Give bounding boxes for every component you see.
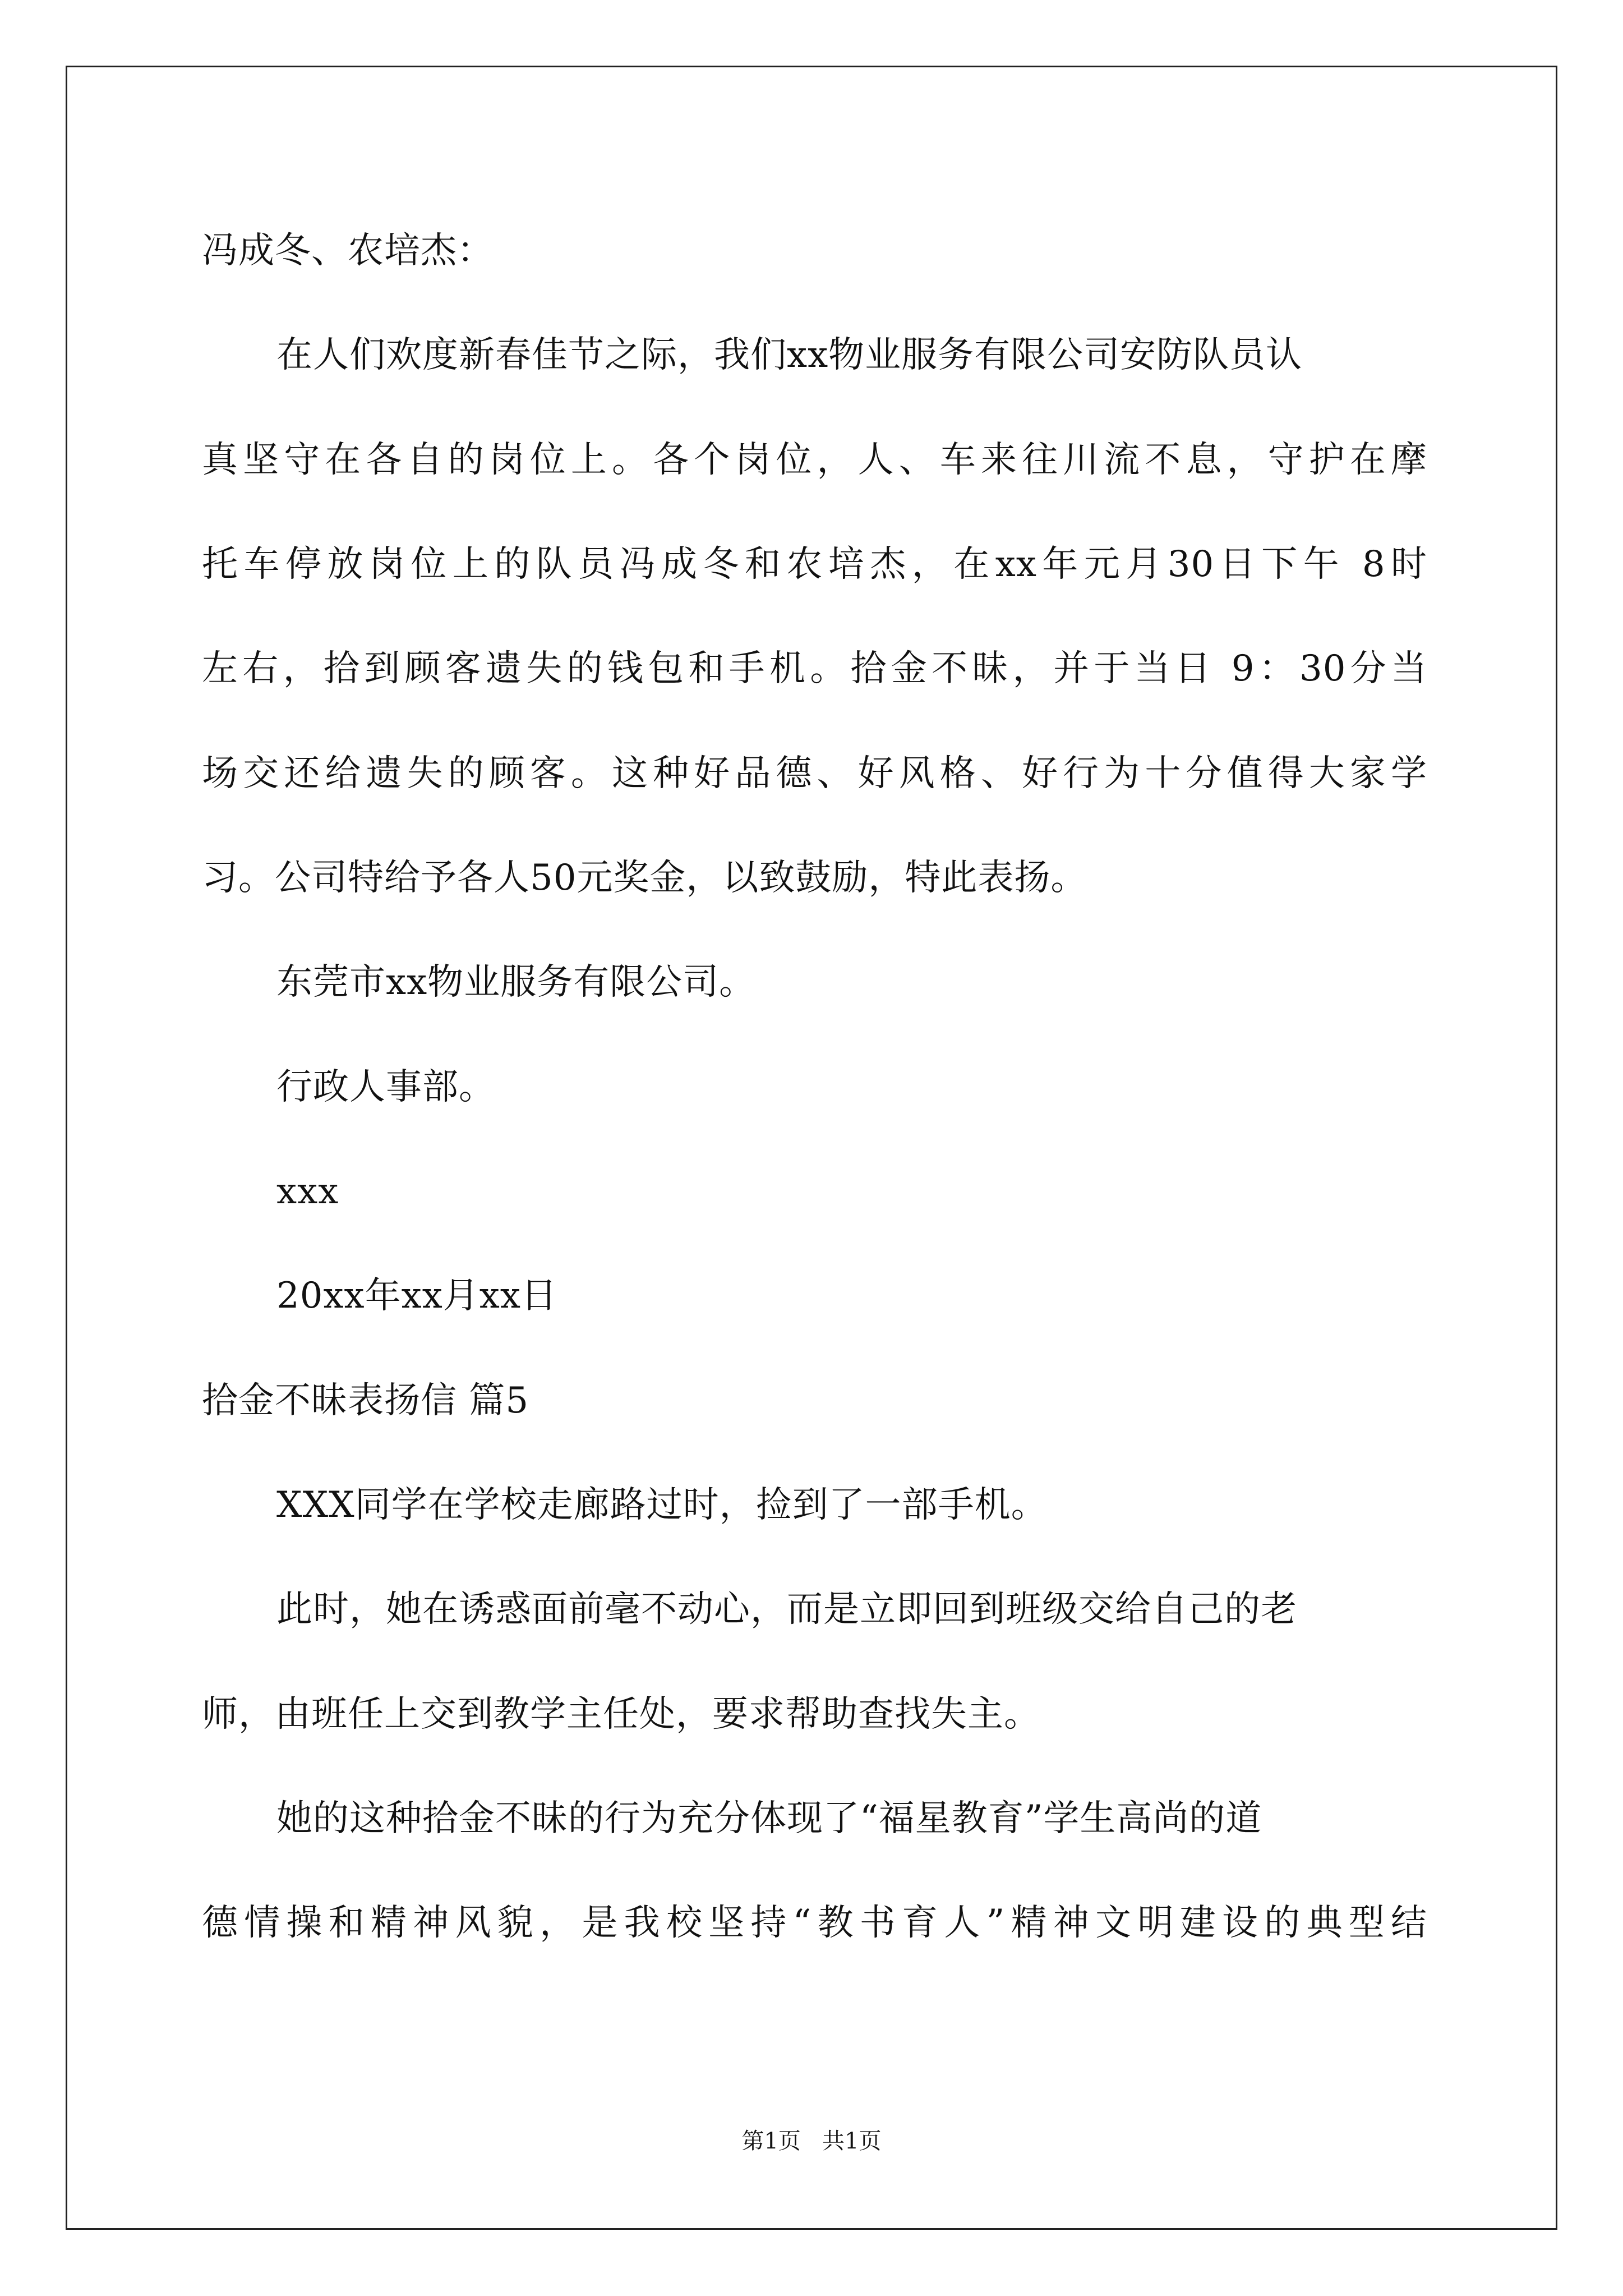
signer: xxx <box>276 1171 339 1212</box>
paragraph-1-line-5: 场交还给遗失的顾客。这种好品德、好风格、好行为十分值得大家学 <box>202 753 1427 794</box>
salutation: 冯成冬、农培杰： <box>202 230 494 272</box>
date: 20xx年xx月xx日 <box>276 1275 557 1317</box>
paragraph-3-line-2: 师，由班任上交到教学主任处，要求帮助查找失主。 <box>202 1694 1040 1735</box>
paragraph-2: XXX同学在学校走廊路过时，捡到了一部手机。 <box>276 1484 1048 1526</box>
paragraph-1-line-1: 在人们欢度新春佳节之际，我们xx物业服务有限公司安防队员认 <box>276 334 1303 376</box>
page-indicator: 第1页 共1页 <box>741 2128 882 2154</box>
paragraph-1-line-4: 左右，拾到顾客遗失的钱包和手机。拾金不昧，并于当日 9：30分当 <box>202 648 1427 689</box>
company-name: 东莞市xx物业服务有限公司。 <box>276 961 756 1003</box>
paragraph-1-line-2: 真坚守在各自的岗位上。各个岗位，人、车来往川流不息，守护在摩 <box>202 439 1427 481</box>
paragraph-3-line-1: 此时，她在诱惑面前毫不动心，而是立即回到班级交给自己的老 <box>276 1589 1297 1630</box>
paragraph-1-line-6: 习。公司特给予各人50元奖金，以致鼓励，特此表扬。 <box>202 857 1087 899</box>
department-name: 行政人事部。 <box>276 1066 495 1108</box>
paragraph-4-line-2: 德情操和精神风貌，是我校坚持“教书育人”精神文明建设的典型结 <box>202 1902 1427 1944</box>
paragraph-4-line-1: 她的这种拾金不昧的行为充分体现了“福星教育”学生高尚的道 <box>276 1798 1262 1839</box>
paragraph-1-line-3: 托车停放岗位上的队员冯成冬和农培杰，在xx年元月30日下午 8时 <box>202 544 1427 585</box>
section-title: 拾金不昧表扬信 篇5 <box>202 1380 529 1421</box>
